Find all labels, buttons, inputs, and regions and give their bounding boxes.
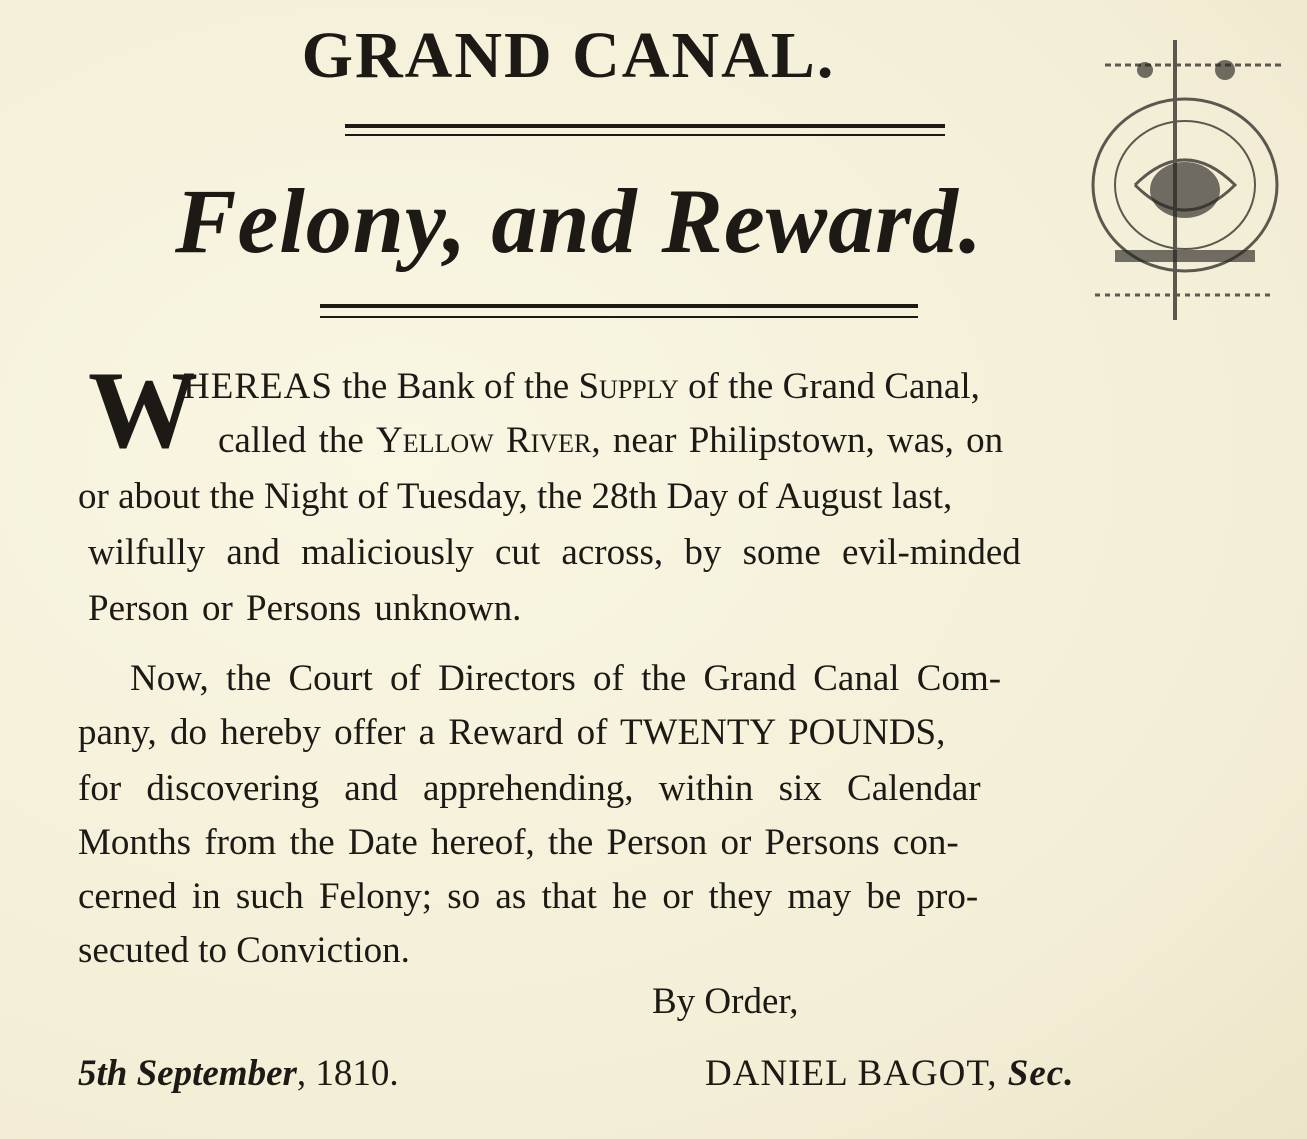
- p2-line-1: Now, the Court of Directors of the Grand Canal Com-: [130, 658, 1002, 699]
- p1-line-4: wilfully and maliciously cut across, by some evil-minded: [88, 532, 1021, 573]
- p1-line-1: HEREAS the Bank of the Supply of the Grand Canal,: [183, 366, 980, 407]
- signatory-name: DANIEL BAGOT,: [705, 1053, 1008, 1094]
- title-rule-top-thin: [345, 134, 945, 136]
- subtitle-rule-thick: [320, 304, 918, 308]
- p2-line-3: for discovering and apprehending, within six Calendar: [78, 768, 981, 809]
- signatory-title: Sec.: [1007, 1053, 1075, 1094]
- subtitle: Felony, and Reward.: [175, 170, 983, 272]
- subtitle-rule-thin: [320, 316, 918, 318]
- p2-line-6: secuted to Conviction.: [78, 930, 410, 971]
- p2-line-4: Months from the Date hereof, the Person or Persons con-: [78, 822, 959, 863]
- by-order-text: By Order,: [652, 981, 799, 1022]
- p2-line-5: cerned in such Felony; so as that he or they may be pro-: [78, 876, 979, 917]
- p1-line-2: called the Yellow River, near Philipstown, was, on: [218, 420, 1004, 461]
- title-rule-top-thick: [345, 124, 945, 128]
- date-year: , 1810.: [296, 1053, 399, 1094]
- page-title-text: GRAND CANAL.: [301, 19, 836, 92]
- p2-line-2: pany, do hereby offer a Reward of TWENTY POUNDS,: [78, 712, 946, 753]
- ink-stamp-seal-icon: [1075, 35, 1305, 325]
- drop-cap: W: [88, 349, 198, 471]
- p1-line-5: Person or Persons unknown.: [88, 588, 522, 629]
- date-day: 5th September: [78, 1053, 297, 1094]
- date-line: [78, 1052, 399, 1095]
- signature-line: [705, 1052, 1074, 1095]
- p1-line-3: or about the Night of Tuesday, the 28th Day of August last,: [78, 476, 953, 517]
